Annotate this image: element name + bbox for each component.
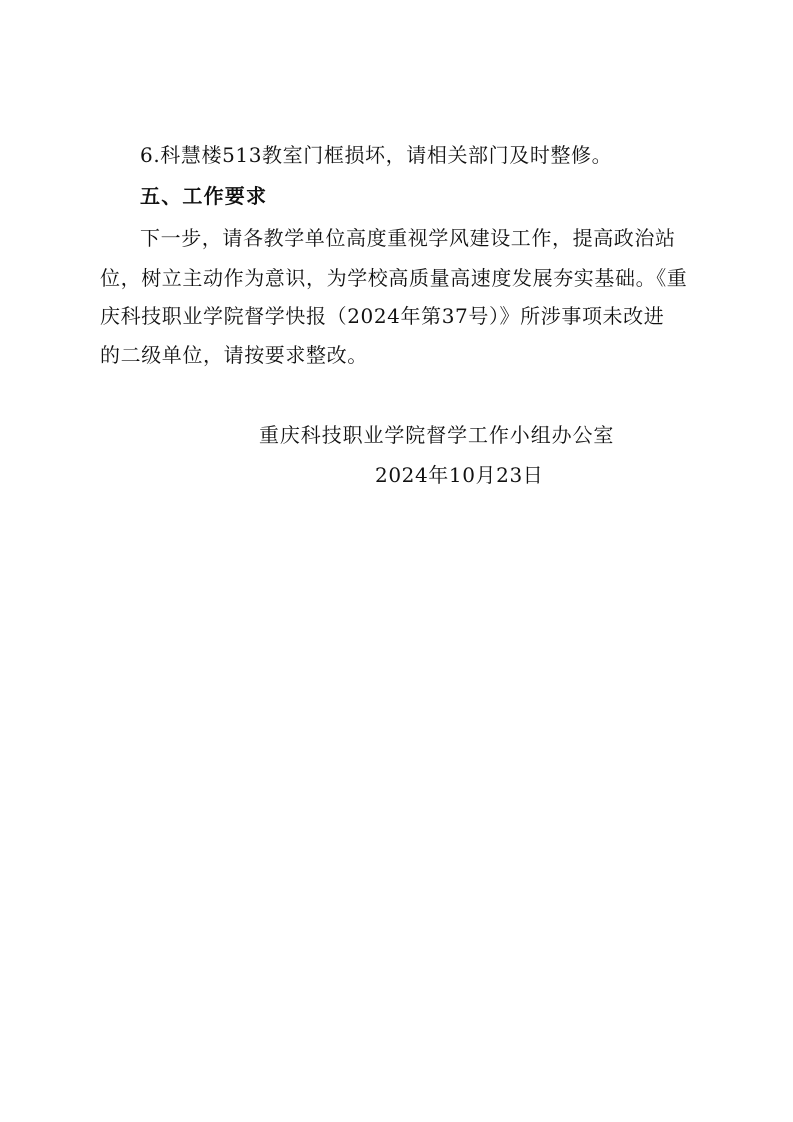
paragraph-line: 位，树立主动作为意识，为学校高质量高速度发展夯实基础。《重	[100, 266, 688, 290]
paragraph-line: 庆科技职业学院督学快报（2024年第37号）》所涉事项未改进	[100, 304, 665, 328]
signature-date: 2024年10月23日	[375, 463, 544, 487]
section-heading: 五、工作要求	[140, 184, 268, 208]
list-item-6: 6.科慧楼513教室门框损坏，请相关部门及时整修。	[140, 143, 613, 167]
signature-organization: 重庆科技职业学院督学工作小组办公室	[259, 423, 615, 447]
paragraph-line: 的二级单位，请按要求整改。	[100, 343, 368, 367]
paragraph-line: 下一步，请各教学单位高度重视学风建设工作，提高政治站	[140, 226, 676, 250]
